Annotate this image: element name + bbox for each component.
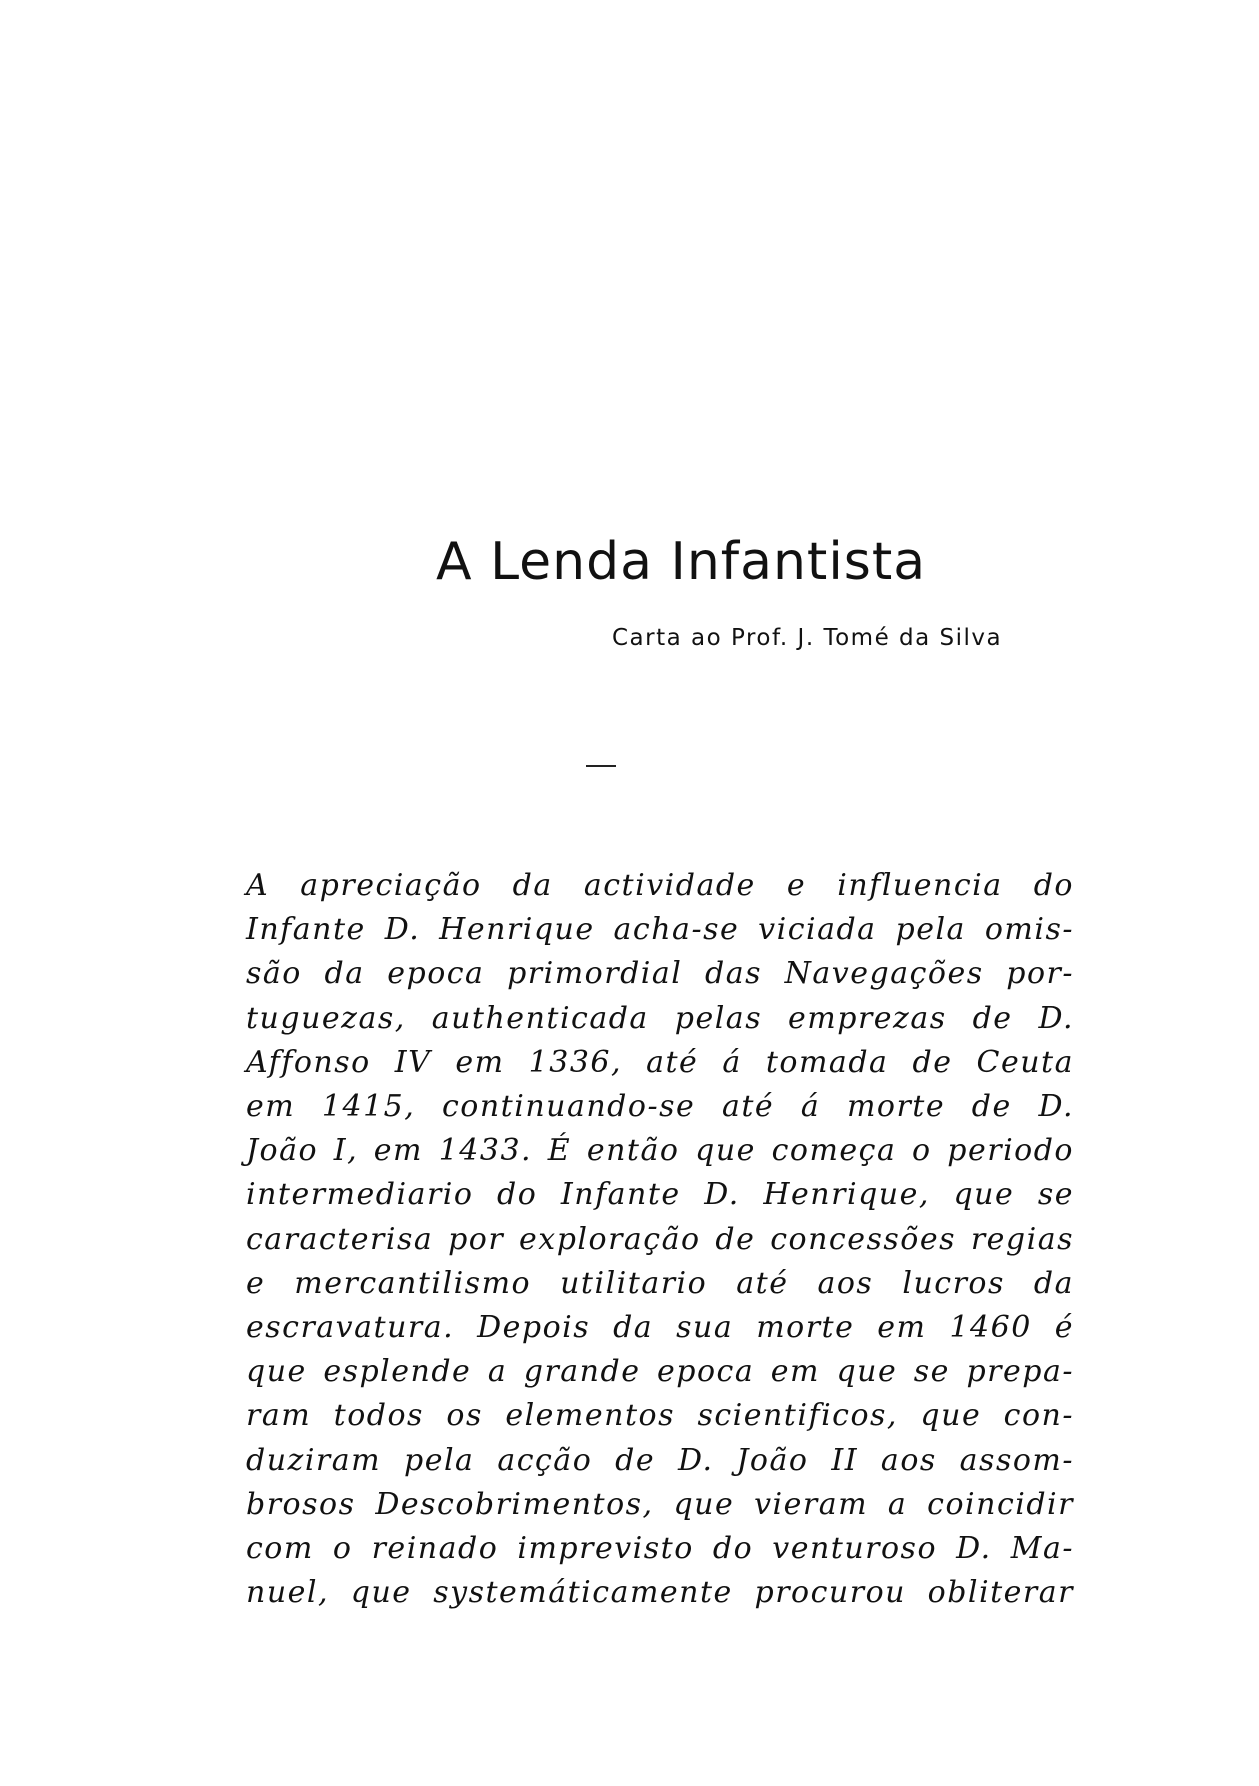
text-line: em 1415, continuando-se até á morte de D. xyxy=(246,1089,1074,1125)
text-line: João I, em 1433. É então que começa o periodo xyxy=(246,1133,1074,1169)
chapter-subtitle: Carta ao Prof. J. Tomé da Silva xyxy=(612,625,1003,651)
text-line: duziram pela acção de D. João II aos assom- xyxy=(246,1442,1074,1478)
text-line: intermediario do Infante D. Henrique, que se xyxy=(246,1177,1074,1213)
chapter-title: A Lenda Infantista xyxy=(436,532,927,592)
section-divider xyxy=(586,765,616,767)
text-line: Affonso IV em 1336, até á tomada de Ceuta xyxy=(246,1044,1074,1080)
text-line: e mercantilismo utilitario até aos lucros da xyxy=(246,1265,1074,1301)
text-line: Infante D. Henrique acha-se viciada pela omis- xyxy=(246,912,1074,948)
text-line: que esplende a grande epoca em que se prepa- xyxy=(246,1354,1074,1390)
text-line: nuel, que systemáticamente procurou obliterar xyxy=(246,1575,1074,1611)
text-line: tuguezas, authenticada pelas emprezas de D. xyxy=(246,1000,1074,1036)
text-line: caracterisa por exploração de concessões regias xyxy=(246,1221,1074,1257)
body-paragraph xyxy=(246,864,1074,1615)
text-line: escravatura. Depois da sua morte em 1460 é xyxy=(246,1310,1074,1346)
text-line: ram todos os elementos scientificos, que con- xyxy=(246,1398,1074,1434)
text-line: A apreciação da actividade e influencia do xyxy=(246,868,1074,903)
text-line: brosos Descobrimentos, que vieram a coincidir xyxy=(246,1486,1074,1522)
text-line: com o reinado imprevisto do venturoso D. Ma- xyxy=(246,1531,1074,1567)
text-line: são da epoca primordial das Navegações por- xyxy=(246,956,1074,992)
